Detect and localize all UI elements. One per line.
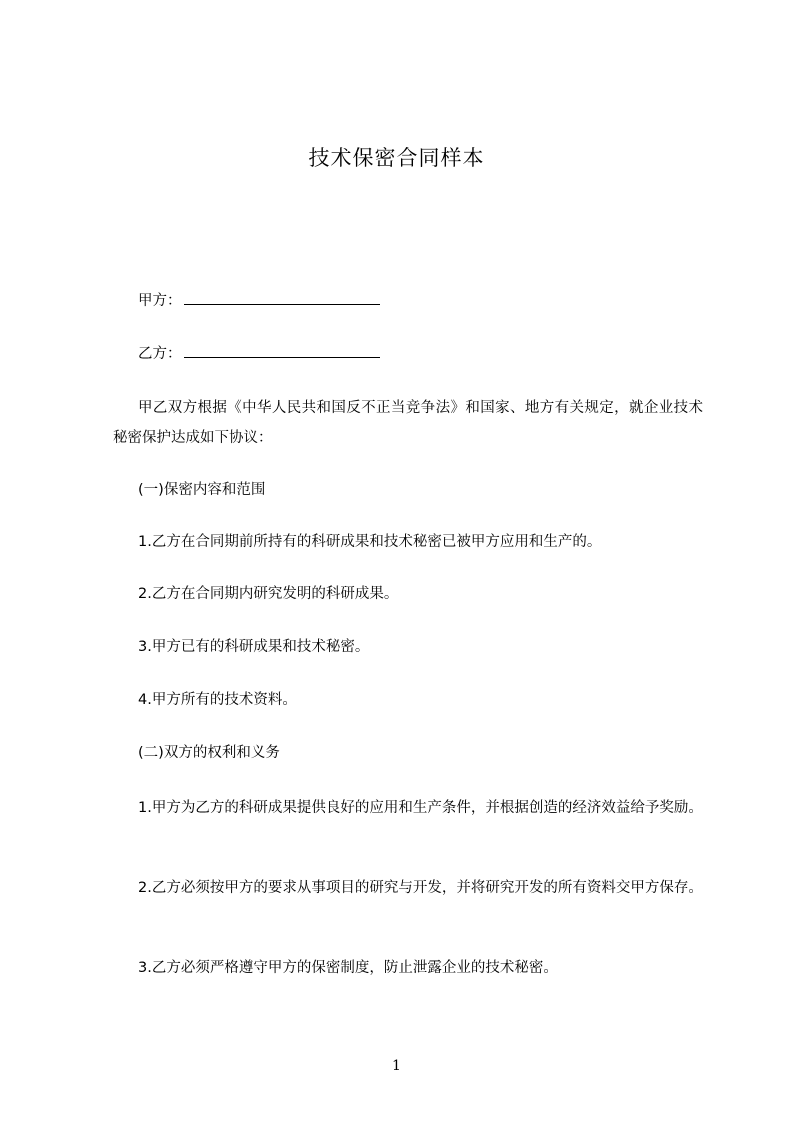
page-number: 1: [392, 1058, 401, 1074]
page-title: 技术保密合同样本: [308, 146, 485, 170]
section2-heading: (二)双方的权利和义务: [138, 745, 280, 761]
party-b-line: [138, 343, 380, 365]
section1-item: 4.甲方所有的技术资料。: [138, 692, 297, 708]
section1-item: 3.甲方已有的科研成果和技术秘密。: [138, 639, 370, 655]
party-b-blank: [184, 343, 380, 358]
party-b-label: 乙方：: [138, 346, 182, 362]
intro-paragraph: 甲乙双方根据《中华人民共和国反不正当竞争法》和国家、地方有关规定，就企业技术秘密保护达成如下协议：: [113, 400, 703, 446]
party-a-label: 甲方：: [138, 293, 182, 309]
section1-item: 1.乙方在合同期前所持有的科研成果和技术秘密已被甲方应用和生产的。: [138, 534, 602, 550]
party-a-line: [138, 290, 380, 312]
section1-item: 2.乙方在合同期内研究发明的科研成果。: [138, 586, 399, 602]
section2-item: 3.乙方必须严格遵守甲方的保密制度，防止泄露企业的技术秘密。: [138, 960, 558, 976]
section2-item: 1.甲方为乙方的科研成果提供良好的应用和生产条件，并根据创造的经济效益给予奖励。: [138, 800, 703, 816]
party-a-blank: [184, 290, 380, 305]
section2-item: 2.乙方必须按甲方的要求从事项目的研究与开发，并将研究开发的所有资料交甲方保存。: [138, 880, 703, 896]
section1-heading: (一)保密内容和范围: [138, 482, 266, 498]
